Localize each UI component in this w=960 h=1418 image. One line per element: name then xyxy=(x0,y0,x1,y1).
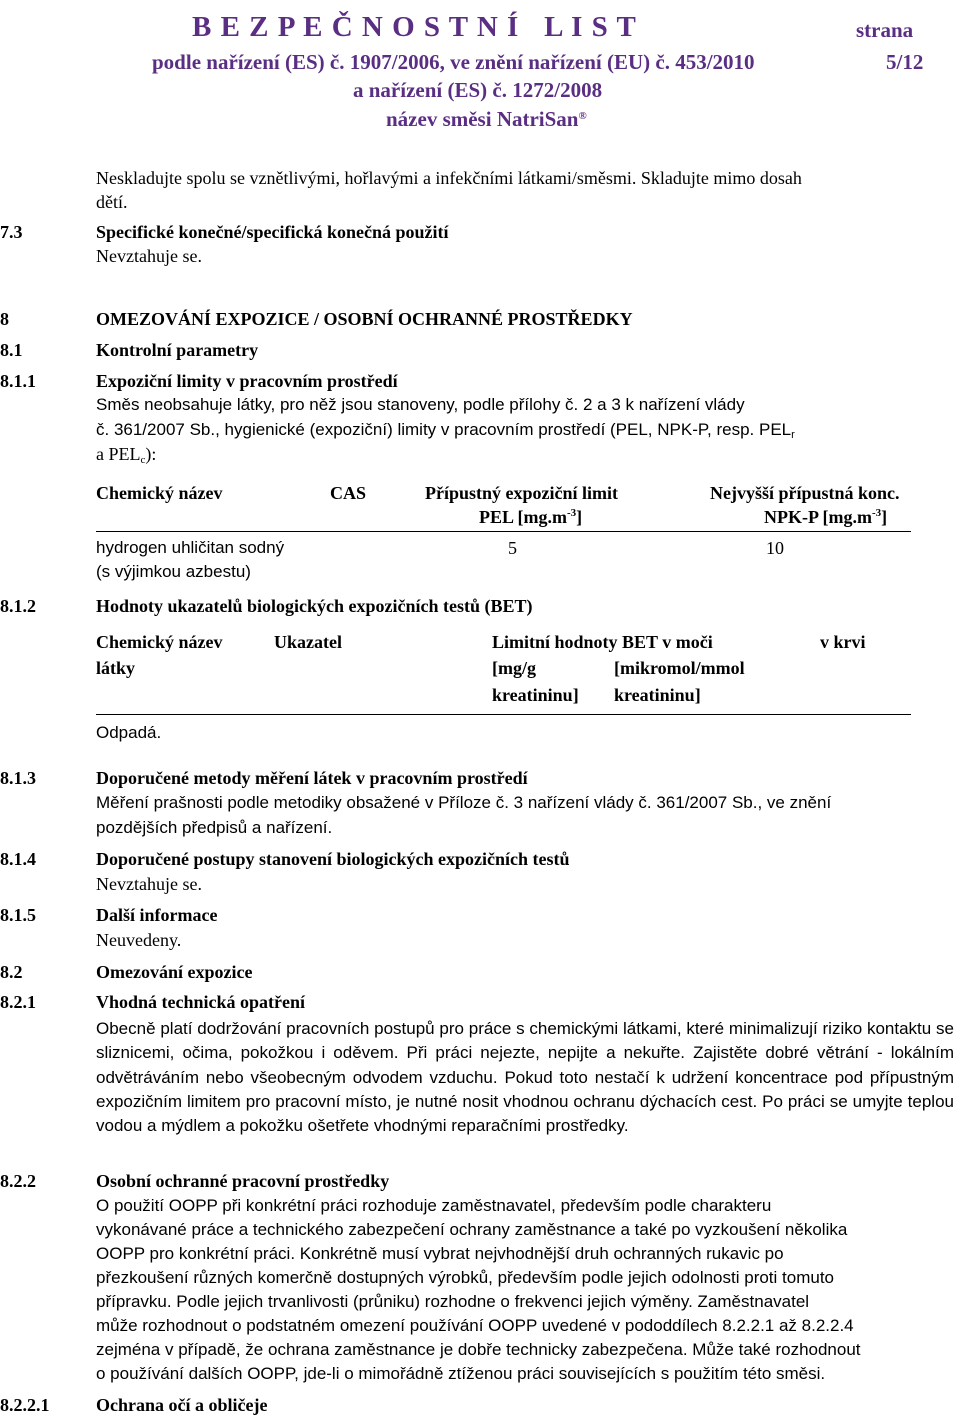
table-cell-npk-value: 10 xyxy=(766,538,784,558)
section-8-1-5-title: Další informace xyxy=(96,905,218,925)
section-8-1-1-title: Expoziční limity v pracovním prostředí xyxy=(96,371,398,391)
section-8-1-3-number: 8.1.3 xyxy=(0,768,36,788)
section-8-1-1-number: 8.1.1 xyxy=(0,371,36,391)
section-8-2-2-1-number: 8.2.2.1 xyxy=(0,1395,50,1415)
table-header-pel-unit: PEL $[mg.m^{-3}]$ xyxy=(479,507,583,527)
table-cell-substance: hydrogen uhličitan sodný xyxy=(96,538,285,557)
section-8-2-title: Omezování expozice xyxy=(96,962,253,982)
bet-header-indicator: Ukazatel xyxy=(274,632,342,652)
bet-header-chemical-name-2: látky xyxy=(96,658,136,678)
section-8-1-4-number: 8.1.4 xyxy=(0,849,36,869)
section-8-number: 8 xyxy=(0,309,9,329)
section-8-2-2-text-4: přezkoušení různých komerčně dostupných výrobků, především podle jejich odolnosti proti tomuto xyxy=(96,1268,834,1287)
section-8-2-2-text-6: může rozhodnout o podstatném omezení používání OOPP uvedené v pododdílech 8.2.2.1 až 8.2.2.4 xyxy=(96,1316,854,1335)
section-8-1-title: Kontrolní parametry xyxy=(96,340,259,360)
bet-header-chemical-name: Chemický název xyxy=(96,632,223,652)
section-8-2-1-title: Vhodná technická opatření xyxy=(96,992,306,1012)
section-8-2-2-text-3: OOPP pro konkrétní práci. Konkrétně musí vybrat nejvhodnější druh ochranných rukavic po xyxy=(96,1244,784,1263)
section-8-1-2-title: Hodnoty ukazatelů biologických expozičních testů (BET) xyxy=(96,596,533,616)
document-title: B E Z P E Č N O S T N Í L I S T xyxy=(192,11,637,43)
section-8-1-2-number: 8.1.2 xyxy=(0,596,36,616)
section-8-2-2-text-2: vykonávané práce a technického zabezpečení ochrany zaměstnance a také po vyzkoušení několika xyxy=(96,1220,848,1239)
section-7-3-number: 7.3 xyxy=(0,222,23,242)
section-7-3-title: Specifické konečné/specifická konečná použití xyxy=(96,222,449,242)
section-8-title: OMEZOVÁNÍ EXPOZICE / OSOBNÍ OCHRANNÉ PROSTŘEDKY xyxy=(96,309,633,329)
section-8-2-1-number: 8.2.1 xyxy=(0,992,36,1012)
bet-header-mg: [mg/g xyxy=(492,658,536,678)
section-8-2-2-number: 8.2.2 xyxy=(0,1171,36,1191)
table-header-cas: CAS xyxy=(330,483,367,503)
section-8-1-3-text: Měření prašnosti podle metodiky obsažené v Příloze č. 3 nařízení vlády č. 361/2007 Sb., ve znění xyxy=(96,793,832,812)
storage-text: Neskladujte spolu se vznětlivými, hořlavými a infekčními látkami/směsmi. Skladujte mimo dosah xyxy=(96,168,802,188)
table-header-chemical-name: Chemický název xyxy=(96,483,223,503)
table-header-npk: Nejvyšší přípustná konc. xyxy=(710,483,900,503)
regulation-line: podle nařízení (ES) č. 1907/2006, ve znění nařízení (EU) č. 453/2010 xyxy=(152,50,755,74)
bet-row-text: Odpadá. xyxy=(96,723,162,742)
bet-header-limit: Limitní hodnoty BET v moči xyxy=(492,632,713,652)
table-cell-pel-value: 5 xyxy=(508,538,517,558)
section-8-1-5-text: Neuvedeny. xyxy=(96,930,182,950)
page-label: strana xyxy=(856,18,914,42)
section-8-1-1-text-3: a $PEL_c$): xyxy=(96,444,157,466)
bet-header-blood: v krvi xyxy=(820,632,866,652)
section-7-3-text: Nevztahuje se. xyxy=(96,246,202,266)
table-rule xyxy=(96,531,911,532)
section-8-2-2-title: Osobní ochranné pracovní prostředky xyxy=(96,1171,390,1191)
table-header-npk-unit: NPK-P $[mg.m^{-3}]$ xyxy=(764,507,888,527)
section-8-1-4-title: Doporučené postupy stanovení biologických expozičních testů xyxy=(96,849,570,869)
section-8-1-1-text: Směs neobsahuje látky, pro něž jsou stanoveny, podle přílohy č. 2 a 3 k nařízení vlády xyxy=(96,395,745,414)
table-header-pel: Přípustný expoziční limit xyxy=(425,483,618,503)
registered-mark: ® xyxy=(578,110,587,122)
section-8-2-2-text-8: o používání dalších OOPP, jde-li o mimořádně ztíženou práci souvisejících s použitím této směsi. xyxy=(96,1364,826,1383)
section-8-2-2-text-1: O použití OOPP při konkrétní práci rozhoduje zaměstnavatel, především podle charakteru xyxy=(96,1196,772,1215)
section-8-1-3-text-2: pozdějších předpisů a nařízení. xyxy=(96,818,333,837)
page-number: 5/12 xyxy=(886,50,924,74)
section-8-1-4-text: Nevztahuje se. xyxy=(96,874,202,894)
section-8-2-1-text: Obecně platí dodržování pracovních postupů pro práce s chemickými látkami, které minimalizují riziko kontaktu se sliznicemi, očima, pokožkou i oděvem. Při práci nejezte, nepijte a nekuřte. Zajistěte dobré větrání - lokálním odvětráváním nebo všeobecným odvodem vzduchu. Pokud toto nestačí k udržení koncentrace pod přípustným expozičním limitem pro pracovní místo, je nutné nosit vhodnou ochranu dýchacích cest. Po práci se umyjte teplou vodou a mýdlem a pokožku ošetřete vhodnými reparačními prostředky. xyxy=(96,1019,954,1136)
section-8-2-2-1-title: Ochrana očí a obličeje xyxy=(96,1395,268,1415)
section-8-1-1-text-2: č. 361/2007 Sb., hygienické (expoziční) limity v pracovním prostředí (PEL, NPK-P, resp. $PEL_r$ xyxy=(96,420,795,441)
table-cell-substance-2: (s výjimkou azbestu) xyxy=(96,562,251,581)
regulation-line-2: a nařízení (ES) č. 1272/2008 xyxy=(353,78,603,102)
mixture-name: název směsi NatriSan® xyxy=(386,107,587,131)
storage-text-2: dětí. xyxy=(96,192,128,212)
bet-header-mg-2: kreatininu] xyxy=(492,685,579,705)
section-8-1-3-title: Doporučené metody měření látek v pracovním prostředí xyxy=(96,768,528,788)
section-8-1-5-number: 8.1.5 xyxy=(0,905,36,925)
bet-header-mikromol: [mikromol/mmol xyxy=(614,658,745,678)
section-8-1-number: 8.1 xyxy=(0,340,23,360)
section-8-2-number: 8.2 xyxy=(0,962,23,982)
section-8-2-2-text-5: přípravku. Podle jejich trvanlivosti (průniku) rozhodne o frekvenci jejich výměny. Zaměstnavatel xyxy=(96,1292,810,1311)
section-8-2-2-text-7: zejména v případě, že ochrana zaměstnance je dobře technicky zabezpečena. Může také rozhodnout xyxy=(96,1340,861,1359)
bet-header-mikromol-2: kreatininu] xyxy=(614,685,701,705)
bet-table-rule xyxy=(96,714,911,715)
